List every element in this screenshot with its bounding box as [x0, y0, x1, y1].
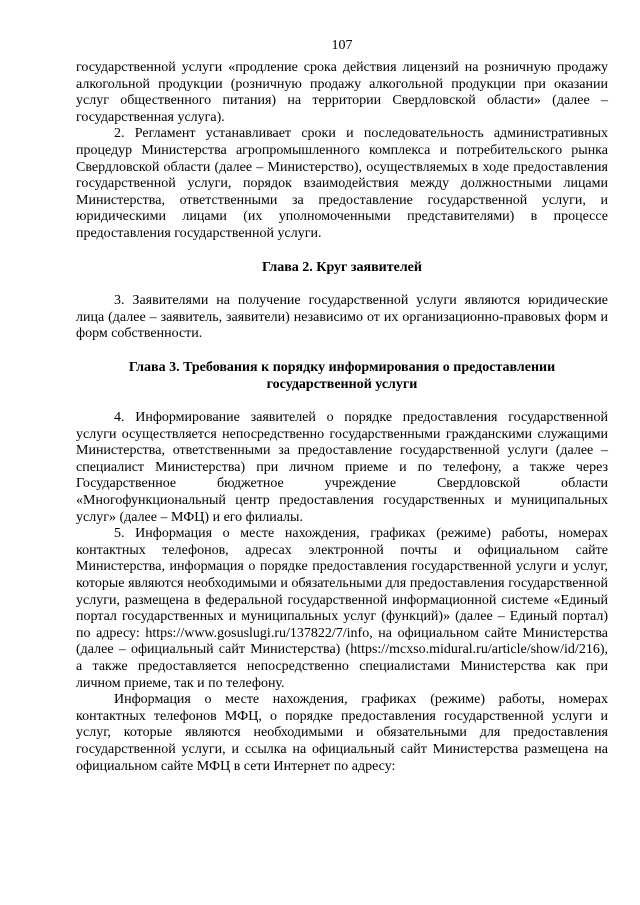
paragraph-intro-continuation: государственной услуги «продление срока действия лицензий на розничную продажу алкогольной продукции (розничную продажу алкогольной продукции при оказании услуг общественного питания) на территории Свердловской области» (далее – государственная услуга). [76, 60, 608, 125]
spacer [76, 243, 608, 260]
document-page [76, 38, 608, 775]
chapter-3-title-line-2: государственной услуги [266, 376, 418, 392]
paragraph-4: 4. Информирование заявителей о порядке предоставления государственной услуги осуществляется непосредственно государственными гражданскими служащими Министерства, ответственными за предоставление государственной услуги (далее – специалист Министерства) при личном приеме и по телефону, а также через Государственное бюджетное учреждение Свердловской области «Многофункциональный центр предоставления государственных и муниципальных услуг» (далее – МФЦ) и его филиалы. [76, 410, 608, 525]
chapter-3-title-line-1: Глава 3. Требования к порядку информирования о предоставлении [128, 359, 556, 375]
spacer [76, 343, 608, 360]
paragraph-mfc-info: Информация о месте нахождения, графиках (режиме) работы, номерах контактных телефонов МФЦ, о порядке предоставления государственной услуги и услуг, которые являются необходимыми и обязательными для предоставления государственной услуги, и ссылка на официальный сайт Министерства размещена на официальном сайте МФЦ в сети Интернет по адресу: [76, 692, 608, 774]
chapter-2-title: Глава 2. Круг заявителей [262, 259, 422, 275]
page-number: 107 [331, 38, 353, 53]
paragraph-3: 3. Заявителями на получение государственной услуги являются юридические лица (далее – заявитель, заявители) независимо от их организационно-правовых форм и форм собственности. [76, 293, 608, 342]
chapter-3-title [76, 360, 608, 393]
spacer [76, 393, 608, 410]
paragraph-5: 5. Информация о месте нахождения, графиках (режиме) работы, номерах контактных телефонов, адресах электронной почты и официальном сайте Министерства, информация о порядке предоставления государственной услуги и услуг, которые являются необходимыми и обязательными для предоставления государственной услуги, размещена в федеральной государственной информационной системе «Единый портал государственных и муниципальных услуг (функций)» (далее – Единый портал) по адресу: https://www.gosuslugi.ru/137822/7/info, на официальном сайте Министерства (далее – официальный сайт Министерства) (https://mcxso.midural.ru/article/show/id/216), а также предоставляется непосредственно специалистами Министерства как при личном приеме, так и по телефону. [76, 526, 608, 691]
paragraph-2: 2. Регламент устанавливает сроки и последовательность административных процедур Министерства агропромышленного комплекса и потребительского рынка Свердловской области (далее – Министерство), осуществляемых в ходе предоставления государственной услуги, порядок взаимодействия между должностными лицами Министерства, ответственными за предоставление государственной услуги, и юридическими лицами (их уполномоченными представителями) в процессе предоставления государственной услуги. [76, 126, 608, 241]
spacer [76, 276, 608, 293]
